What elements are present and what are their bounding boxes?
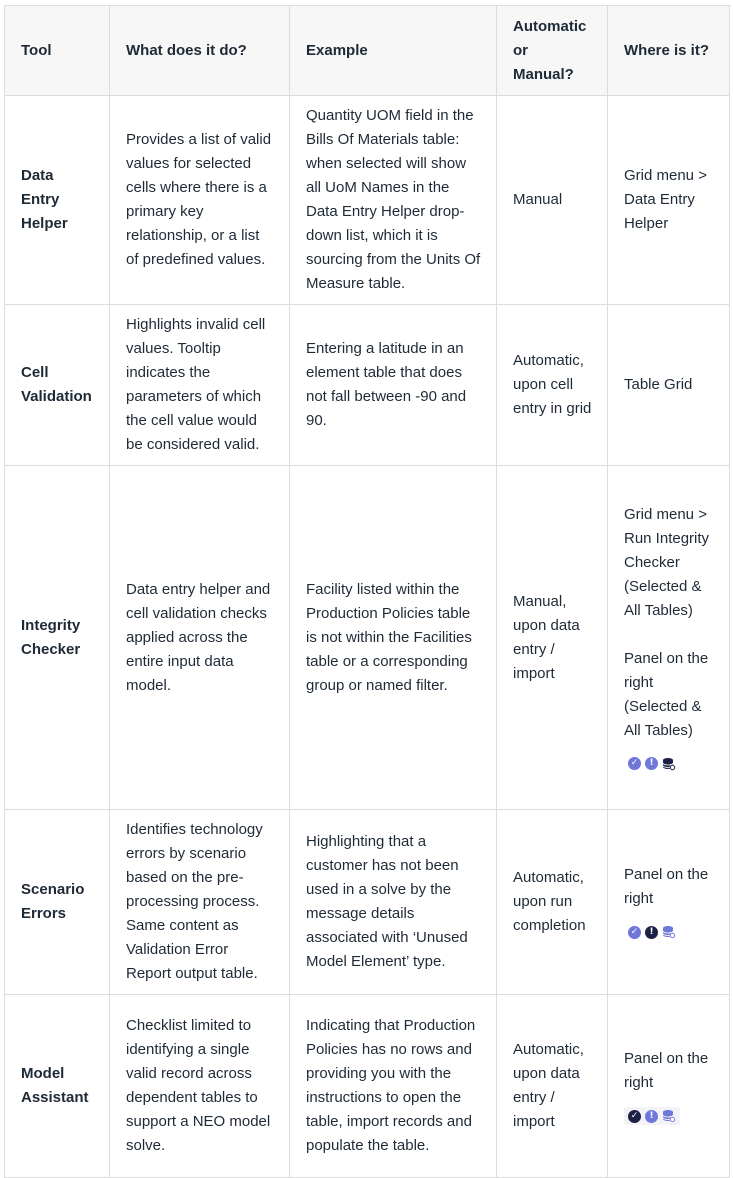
panel-icons bbox=[624, 923, 680, 941]
table-row bbox=[5, 810, 730, 995]
validation-tools-table bbox=[4, 5, 730, 1178]
warning-icon: ! bbox=[645, 926, 658, 939]
table-header-row bbox=[5, 6, 730, 96]
tool-name: Model Assistant bbox=[5, 995, 110, 1178]
header-mode: Automatic or Manual? bbox=[497, 6, 608, 96]
tool-location-cell bbox=[608, 810, 730, 995]
tool-location-cell bbox=[608, 995, 730, 1178]
tool-description: Data entry helper and cell validation checks applied across the entire input data model. bbox=[110, 466, 290, 810]
tool-example: Facility listed within the Production Policies table is not within the Facilities table or a corresponding group or named filter. bbox=[290, 466, 497, 810]
tool-example: Highlighting that a customer has not been used in a solve by the message details associated with ‘Unused Model Element’ type. bbox=[290, 810, 497, 995]
panel-icons bbox=[624, 755, 680, 773]
check-icon: ✓ bbox=[628, 926, 641, 939]
warning-icon: ! bbox=[645, 757, 658, 770]
tool-mode: Manual bbox=[497, 96, 608, 305]
check-icon: ✓ bbox=[628, 1110, 641, 1123]
tool-name: Cell Validation bbox=[5, 305, 110, 466]
tool-location: Grid menu > Data Entry Helper bbox=[608, 96, 730, 305]
header-where: Where is it? bbox=[608, 6, 730, 96]
panel-icons bbox=[624, 1107, 680, 1125]
tool-location: Grid menu > Run Integrity Checker (Selected & All Tables) bbox=[624, 505, 710, 619]
table-row bbox=[5, 96, 730, 305]
tool-description: Highlights invalid cell values. Tooltip indicates the parameters of which the cell value would be considered valid. bbox=[110, 305, 290, 466]
tool-location: Table Grid bbox=[608, 305, 730, 466]
tool-mode: Manual, upon data entry / import bbox=[497, 466, 608, 810]
tool-location-secondary: Panel on the right (Selected & All Tables) bbox=[624, 649, 709, 739]
table-row bbox=[5, 466, 730, 810]
tool-description: Identifies technology errors by scenario based on the pre-processing process. Same content as Validation Error Report output table. bbox=[110, 810, 290, 995]
tool-example: Quantity UOM field in the Bills Of Materials table: when selected will show all UoM Names in the Data Entry Helper drop-down list, which it is sourcing from the Units Of Measure table. bbox=[290, 96, 497, 305]
header-what: What does it do? bbox=[110, 6, 290, 96]
check-icon: ✓ bbox=[628, 757, 641, 770]
tool-location: Panel on the right bbox=[624, 1050, 709, 1091]
tool-name: Integrity Checker bbox=[5, 466, 110, 810]
tool-mode: Automatic, upon run completion bbox=[497, 810, 608, 995]
tool-description: Checklist limited to identifying a single valid record across dependent tables to support a NEO model solve. bbox=[110, 995, 290, 1178]
tool-name: Data Entry Helper bbox=[5, 96, 110, 305]
tool-example: Entering a latitude in an element table that does not fall between -90 and 90. bbox=[290, 305, 497, 466]
tool-example: Indicating that Production Policies has no rows and providing you with the instructions to open the table, import records and populate the table. bbox=[290, 995, 497, 1178]
header-tool: Tool bbox=[5, 6, 110, 96]
tool-mode: Automatic, upon data entry / import bbox=[497, 995, 608, 1178]
tool-location: Panel on the right bbox=[624, 866, 709, 907]
tool-name: Scenario Errors bbox=[5, 810, 110, 995]
table-row bbox=[5, 305, 730, 466]
database-icon bbox=[662, 1109, 676, 1123]
database-icon bbox=[662, 757, 676, 771]
warning-icon: ! bbox=[645, 1110, 658, 1123]
table-row bbox=[5, 995, 730, 1178]
header-example: Example bbox=[290, 6, 497, 96]
tool-description: Provides a list of valid values for selected cells where there is a primary key relationship, or a list of predefined values. bbox=[110, 96, 290, 305]
tool-mode: Automatic, upon cell entry in grid bbox=[497, 305, 608, 466]
database-icon bbox=[662, 925, 676, 939]
tool-location-cell bbox=[608, 466, 730, 810]
